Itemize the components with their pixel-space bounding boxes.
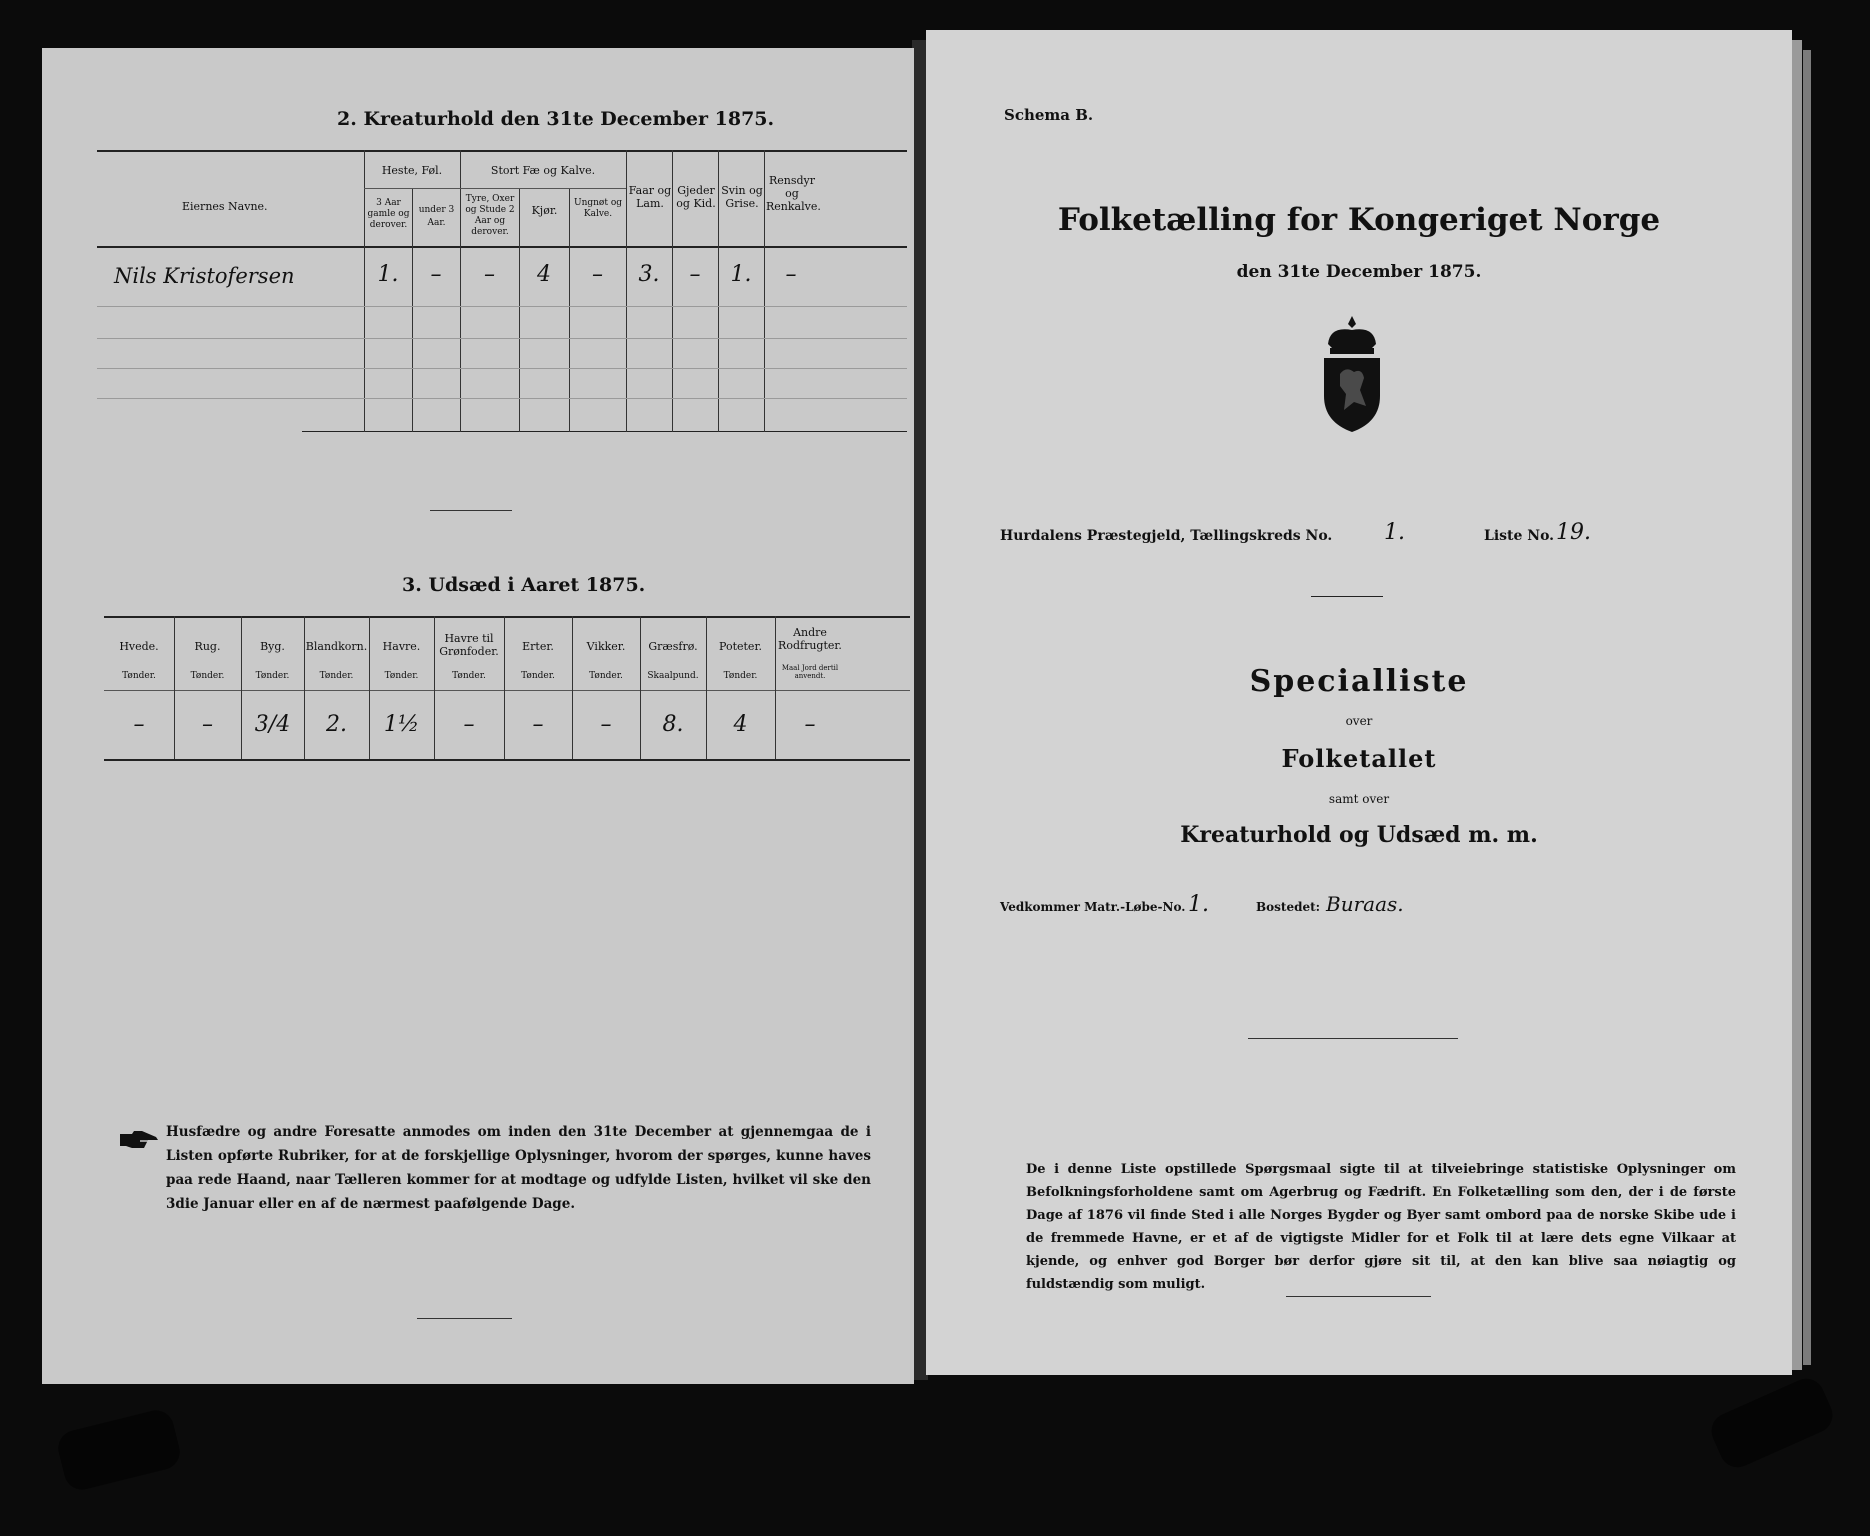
sowing-value: – [202,712,213,737]
sowing-header: Vikker. [586,640,626,653]
sowing-value: – [600,712,612,737]
sowing-value: 4 [733,712,748,737]
faar-header: Faar og Lam. [628,184,672,210]
sowing-value: 2. [326,712,347,737]
divider [430,510,512,511]
district-number: 1. [1384,520,1405,545]
gjeder-header: Gjeder og Kid. [676,184,716,210]
livestock-value: 3. [638,262,660,287]
sowing-header: Andre Rodfrugter. [778,626,842,652]
livestock-value: 4 [537,262,551,287]
sowing-header: Blandkorn. [305,640,368,653]
samt-over-text: samt over [1328,792,1390,806]
sowing-unit: Tønder. [384,671,419,681]
livestock-value: 1. [730,262,752,287]
pointing-hand-icon [118,1128,160,1152]
sowing-unit: Tønder. [521,671,555,681]
stort-sub2-header: Kjør. [531,204,558,217]
livestock-value: – [689,262,701,287]
sowing-unit: Tønder. [589,671,623,681]
divider [1311,596,1383,597]
sowing-unit: Tønder. [452,671,486,681]
sowing-value: – [804,712,816,737]
sowing-header: Græsfrø. [648,640,698,653]
sowing-value: – [133,712,145,737]
heste-sub1-header: 3 Aar gamle og derover. [367,198,410,230]
bostedet-value: Buraas. [1326,892,1404,916]
census-date: den 31te December 1875. [1236,262,1482,282]
district-label: Hurdalens Præstegjeld, Tællingskreds No. [1000,528,1333,544]
page-edge [1792,40,1802,1370]
left-page [42,48,914,1384]
sowing-header: Havre til Grønfoder. [439,632,499,658]
divider [1286,1296,1431,1297]
matr-number: 1. [1188,892,1209,917]
svin-header: Svin og Grise. [721,184,763,210]
matr-label: Vedkommer Matr.-Løbe-No. [1000,900,1186,914]
folketallet-title: Folketallet [1281,744,1437,773]
sowing-unit: Maal Jord dertil anvendt. [781,664,839,680]
sowing-value: – [463,712,475,737]
owner-header: Eiernes Navne. [182,200,268,213]
rensdyr-header: Rensdyr og Renkalve. [766,174,821,213]
notice-text: Husfædre og andre Foresatte anmodes om inden den 31te December at gjennemgaa de i Listen opførte Rubriker, for at de forskjellige Oplysninger, hvorom der spørges, kunne haves paa rede Haand, naar Tælleren kommer for at modtage og udfylde Listen, hvilket vil ske den 3die Januar eller en af de nærmest paafølgende Dage. [166,1124,871,1212]
owner-name: Nils Kristofersen [114,264,295,288]
stort-header: Stort Fæ og Kalve. [490,164,596,177]
sowing-section-title: 3. Udsæd i Aaret 1875. [402,574,646,596]
livestock-value: 1. [377,262,399,287]
sowing-unit: Tønder. [319,671,354,681]
liste-label: Liste No. [1484,528,1555,544]
sowing-value: 8. [662,712,684,737]
over-text: over [1345,714,1373,728]
livestock-value: – [592,262,603,287]
heste-header: Heste, Føl. [381,164,443,177]
sowing-header: Hvede. [119,640,159,653]
livestock-value: – [430,262,442,287]
sowing-unit: Tønder. [723,671,758,681]
right-page [926,30,1792,1375]
heste-sub2-header: under 3 Aar. [418,205,455,228]
sowing-header: Byg. [260,640,285,653]
livestock-value: – [484,262,495,287]
sowing-unit: Skaalpund. [647,671,699,681]
sowing-header: Rug. [194,640,221,653]
specialliste-title: Specialliste [1249,664,1469,699]
livestock-section-title: 2. Kreaturhold den 31te December 1875. [337,108,775,130]
sowing-header: Poteter. [719,640,762,653]
sowing-value: – [532,712,544,737]
schema-label: Schema B. [1004,106,1094,124]
sowing-unit: Tønder. [122,671,156,681]
norwegian-coat-of-arms-icon [1310,314,1394,434]
divider [417,1318,512,1319]
sowing-value: 1½ [383,712,420,737]
stort-sub3-header: Ungnøt og Kalve. [573,198,622,219]
sowing-header: Erter. [522,640,554,653]
liste-number: 19. [1556,520,1591,545]
divider [1248,1038,1458,1039]
livestock-value: – [785,262,797,287]
page-clip [54,1407,183,1494]
sowing-unit: Tønder. [255,671,290,681]
stort-sub1-header: Tyre, Oxer og Stude 2 Aar og derover. [465,194,515,237]
bostedet-label: Bostedet: [1256,900,1321,914]
sowing-header: Havre. [382,640,421,653]
footer-text: De i denne Liste opstillede Spørgsmaal sigte til at tilveiebringe statistiske Oplysninger om Befolkningsforholdene samt om Agerbrug og Fædrift. En Folketælling som den, der i de første Dage af 1876 vil finde Sted i alle Norges Bygder og Byer samt ombord paa de norske Skibe ude i de fremmede Havne, er et af de vigtigste Midler for et Folk til at lære dets egne Vilkaar at kjende, og enhver god Borger bør derfor gjøre sit til, at den kan blive saa nøiagtig og fuldstændig som muligt. [1026,1162,1736,1292]
census-title: Folketælling for Kongeriget Norge [1057,202,1661,238]
kreaturhold-title: Kreaturhold og Udsæd m. m. [1180,822,1538,848]
page-edge [1803,50,1811,1365]
sowing-value: 3/4 [254,712,291,737]
page-clip [1706,1373,1838,1473]
sowing-unit: Tønder. [190,671,225,681]
